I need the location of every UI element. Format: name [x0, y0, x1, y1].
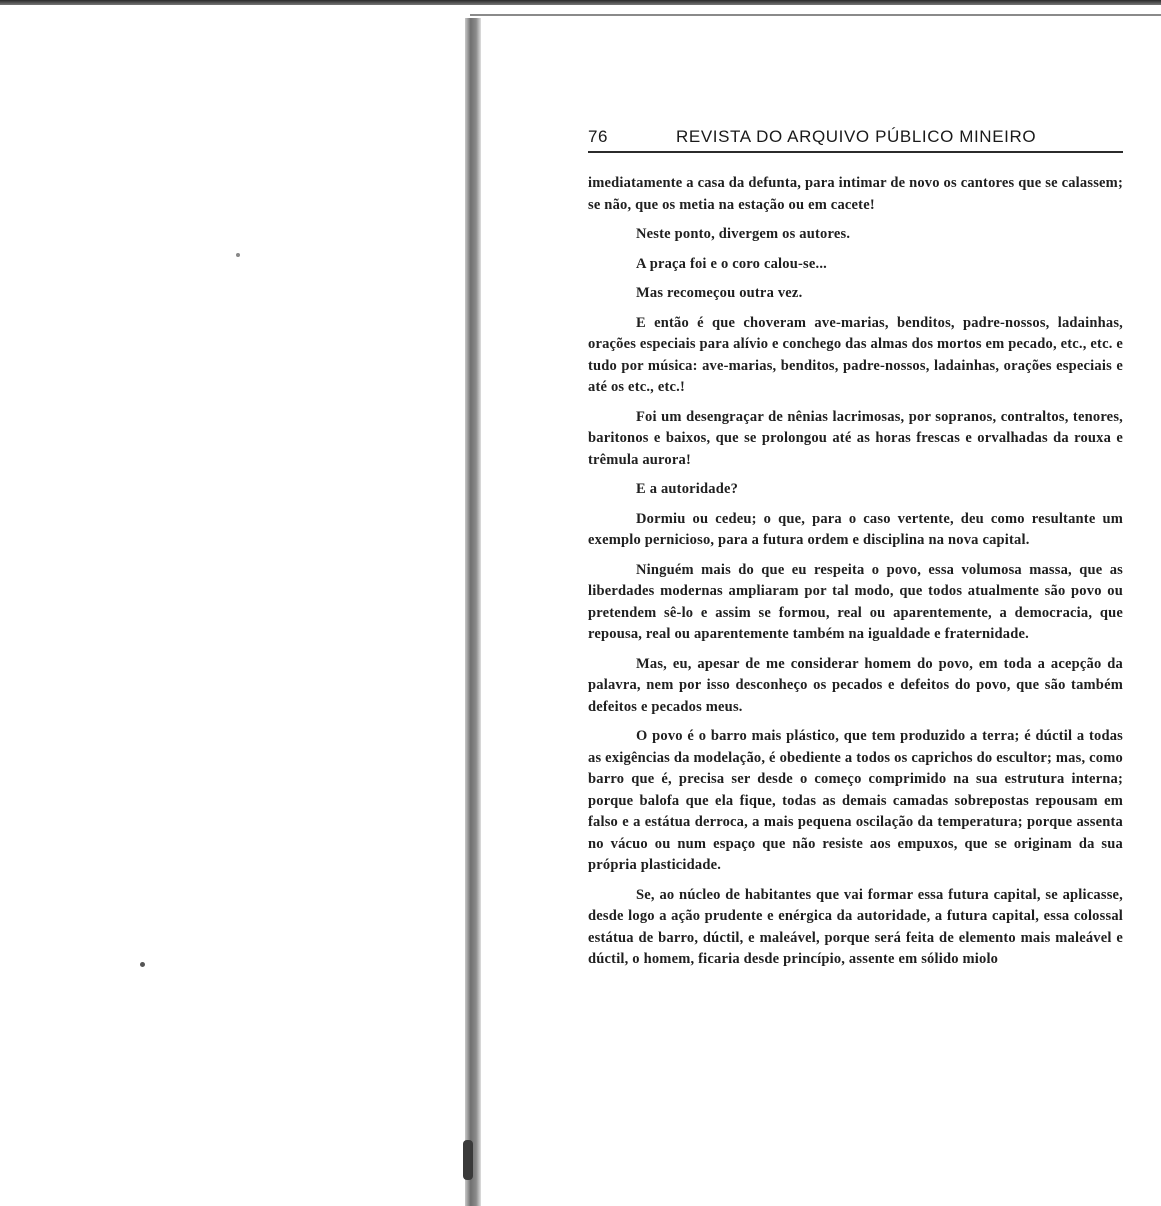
paragraph: Neste ponto, divergem os autores. [636, 226, 851, 242]
journal-title: REVISTA DO ARQUIVO PÚBLICO MINEIRO [676, 127, 1037, 146]
scan-speck [140, 962, 145, 967]
paragraph: Se, ao núcleo de habitantes que vai formar essa futura capital, se aplicasse, desde logo a ação prudente e enérgica da autoridade, a futura capital, essa colossal estátua de barro, dúctil, e maleável, porque será feita de elemento mais maleável e dúctil, o homem, ficaria desde princípio, assente em sólido miolo [588, 886, 1123, 967]
gutter-ink-blot [463, 1140, 473, 1180]
running-head [588, 127, 1123, 153]
paragraph: E a autoridade? [636, 481, 739, 497]
paragraph: O povo é o barro mais plástico, que tem produzido a terra; é dúctil a todas as exigências da modelação, é obediente a todos os caprichos do escultor; mas, como barro que é, precisa ser desde o começo comprimido na sua estrutura interna; porque balofa que ela fique, todas as demais camadas sobrepostas repousam em falso e a estátua derroca, a mais pequena oscilação da temperatura; porque assenta no vácuo ou num espaço que não resiste aos empuxos, que se originam da sua própria plasticidade. [588, 728, 1123, 873]
paragraph: Dormiu ou cedeu; o que, para o caso vertente, deu como resultante um exemplo pernicioso, para a futura ordem e disciplina na nova capital. [588, 510, 1123, 548]
paragraph: Mas recomeçou outra vez. [636, 285, 803, 301]
paragraph: E então é que choveram ave-marias, benditos, padre-nossos, ladainhas, orações especiais para alívio e conchego das almas dos mortos em pecado, etc., etc. e tudo por música: ave-marias, benditos, padre-nossos, ladainhas, orações especiais e até os etc., etc.! [588, 314, 1123, 395]
page-number: 76 [588, 127, 608, 146]
paragraph: Mas, eu, apesar de me considerar homem do povo, em toda a acepção da palavra, nem por isso desconheço os pecados e defeitos do povo, que são também defeitos e pecados meus. [588, 655, 1123, 715]
scan-speck [236, 253, 240, 257]
book-gutter-shadow [465, 18, 481, 1206]
scan-top-rule [470, 14, 1161, 16]
paragraph: imediatamente a casa da defunta, para intimar de novo os cantores que se calassem; se não, que os metia na estação ou em cacete! [588, 175, 1123, 213]
paragraph: Foi um desengraçar de nênias lacrimosas, por sopranos, contraltos, tenores, baritonos e baixos, que se prolongou até as horas frescas e orvalhadas da rouxa e trêmula aurora! [588, 408, 1123, 468]
body-text [588, 173, 1123, 979]
paragraph: A praça foi e o coro calou-se... [636, 255, 827, 272]
scan-top-edge [0, 0, 1161, 5]
paragraph: Ninguém mais do que eu respeita o povo, essa volumosa massa, que as liberdades modernas ampliaram por tal modo, que todos atualmente são povo ou pretendem sê-lo e assim se formou, real ou aparentemente, a democracia, que repousa, real ou aparentemente também na igualdade e fraternidade. [588, 561, 1123, 642]
